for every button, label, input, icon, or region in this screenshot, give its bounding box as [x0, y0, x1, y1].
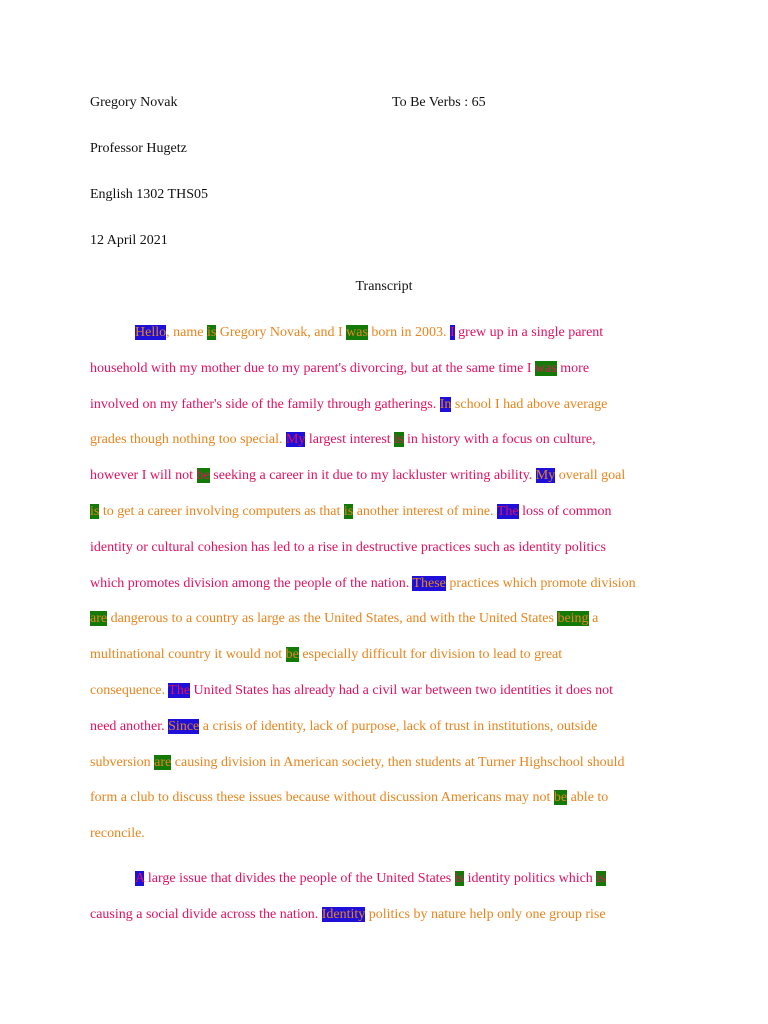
text-line [90, 601, 690, 637]
highlighted-word: The [168, 682, 191, 698]
text-segment: largest interest [305, 432, 395, 448]
highlighted-word: be [196, 468, 210, 484]
text-line [90, 673, 690, 709]
text-segment: reconcile. [90, 826, 145, 842]
highlighted-word: is [394, 432, 404, 448]
highlighted-word: are [154, 754, 172, 770]
text-line [90, 494, 690, 530]
text-segment: practices which promote division [445, 575, 636, 591]
text-segment: which promotes division among the people of the nation. [90, 575, 413, 591]
highlighted-word: being [557, 611, 589, 627]
text-line [90, 637, 690, 673]
text-segment: loss of common [518, 503, 612, 519]
text-line [90, 458, 690, 494]
highlighted-word: is [90, 503, 100, 519]
document-title: Transcript [355, 279, 413, 294]
text-segment: in history with a focus on culture, [403, 432, 596, 448]
text-segment: consequence. [90, 682, 169, 698]
text-segment: , name [166, 325, 207, 340]
highlighted-word: is [454, 871, 465, 886]
text-line [90, 861, 690, 897]
text-segment: grew up in a single parent [454, 325, 604, 340]
highlighted-word: Hello [135, 325, 167, 340]
text-segment: grades though nothing too special. [90, 432, 286, 448]
text-segment: school I had above average [451, 396, 608, 412]
text-segment: another interest of mine. [353, 503, 497, 519]
text-segment: more [556, 360, 590, 376]
text-segment: Gregory Novak, and I [216, 325, 347, 340]
text-segment: causing division in American society, then students at Turner Highschool should [171, 754, 625, 770]
text-line [90, 816, 690, 852]
highlighted-word: be [553, 790, 568, 806]
text-line [90, 530, 690, 566]
text-line [90, 351, 690, 387]
highlighted-word: is [206, 325, 217, 340]
text-segment: a [588, 611, 599, 627]
text-segment: especially difficult for division to lead to great [298, 647, 563, 663]
text-segment: however I will not [90, 468, 197, 484]
text-segment: form a club to discuss these issues because without discussion Americans may not [90, 790, 554, 806]
highlighted-word: is [596, 871, 606, 886]
text-line [90, 422, 690, 458]
text-segment: dangerous to a country as large as the United States, and with the United States [107, 611, 558, 627]
text-segment: involved on my father's side of the family through gatherings. [90, 396, 440, 412]
text-segment: causing a social divide across the nation. [90, 906, 322, 922]
text-line [90, 709, 690, 745]
text-segment: a crisis of identity, lack of purpose, lack of trust in institutions, outside [199, 718, 598, 734]
highlighted-word: was [346, 325, 368, 340]
highlighted-word: A [135, 871, 145, 886]
professor-name: Professor Hugetz [90, 141, 187, 156]
text-segment: household with my mother due to my parent's divorcing, but at the same time I [90, 360, 535, 376]
paragraph-1 [90, 315, 690, 852]
text-segment: United States has already had a civil war between two identities it does not [190, 682, 614, 698]
course-name: English 1302 THS05 [90, 187, 208, 202]
highlighted-word: Identity [321, 906, 366, 922]
text-segment: need another. [90, 718, 169, 734]
text-segment: multinational country it would not [90, 647, 286, 663]
text-line [90, 745, 690, 781]
text-line [90, 315, 690, 351]
highlighted-word: My [285, 432, 306, 448]
text-segment: overall goal [555, 468, 626, 484]
date: 12 April 2021 [90, 233, 168, 248]
highlighted-word: My [535, 468, 556, 484]
text-segment: identity or cultural cohesion has led to a rise in destructive practices such as identity politics [90, 539, 606, 555]
text-line [90, 566, 690, 602]
text-segment: to get a career involving computers as that [99, 503, 344, 519]
text-segment: large issue that divides the people of the United States [144, 871, 455, 886]
text-segment: politics by nature help only one group rise [365, 906, 606, 922]
text-segment: subversion [90, 754, 155, 770]
text-line [90, 780, 690, 816]
to-be-verbs-count: To Be Verbs : 65 [392, 95, 486, 110]
text-segment: identity politics which [464, 871, 597, 886]
paragraph-2 [90, 861, 690, 933]
text-segment: seeking a career in it due to my lackluster writing ability. [209, 468, 536, 484]
highlighted-word: was [535, 360, 557, 376]
text-segment: able to [567, 790, 609, 806]
highlighted-word: is [343, 503, 354, 519]
text-line [90, 387, 690, 423]
highlighted-word: I [449, 325, 455, 340]
highlighted-word: In [439, 396, 452, 412]
highlighted-word: be [285, 647, 299, 663]
highlighted-word: These [412, 575, 446, 591]
highlighted-word: Since [168, 718, 200, 734]
highlighted-word: The [496, 503, 519, 519]
text-line [90, 897, 690, 933]
author-name: Gregory Novak [90, 95, 178, 110]
text-segment: born in 2003. [367, 325, 450, 340]
highlighted-word: are [90, 611, 108, 627]
